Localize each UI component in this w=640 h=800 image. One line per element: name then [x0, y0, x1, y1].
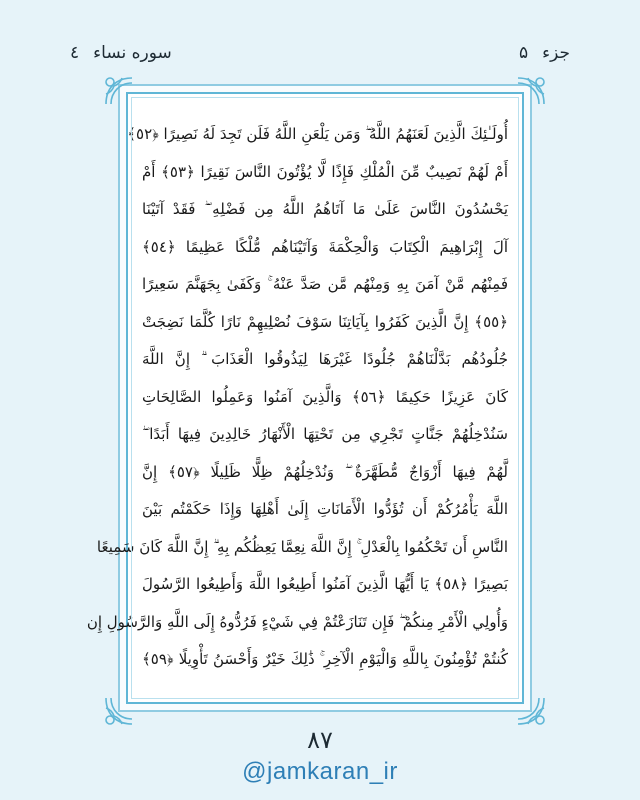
verse-line-8: كَانَ عَزِيزًا حَكِيمًا ﴿٥٦﴾ وَالَّذِينَ آمَنُوا وَعَمِلُوا الصَّالِحَاتِ	[142, 387, 508, 406]
surah-indicator	[70, 43, 172, 63]
verse-line-9: سَنُدْخِلُهُمْ جَنَّاتٍ تَجْرِي مِن تَحْتِهَا الْأَنْهَارُ خَالِدِينَ فِيهَا أَبَدًا ۖ	[142, 425, 508, 443]
verse-line-4: آلَ إِبْرَاهِيمَ الْكِتَابَ وَالْحِكْمَةَ وَآتَيْنَاهُم مُّلْكًا عَظِيمًا ﴿٥٤﴾	[142, 237, 508, 256]
verse-line-11: اللَّهَ يَأْمُرُكُمْ أَن تُؤَدُّوا الْأَمَانَاتِ إِلَىٰ أَهْلِهَا وَإِذَا حَكَمْتُم بَيْنَ	[142, 500, 508, 518]
social-handle: @jamkaran_ir	[242, 758, 398, 785]
surah-number: ٤	[70, 43, 80, 63]
verse-line-3: يَحْسُدُونَ النَّاسَ عَلَىٰ مَا آتَاهُمُ اللَّهُ مِن فَضْلِهِ ۖ فَقَدْ آتَيْنَا	[142, 200, 508, 218]
verse-line-14: وَأُولِي الْأَمْرِ مِنكُمْ ۖ فَإِن تَنَازَعْتُمْ فِي شَيْءٍ فَرُدُّوهُ إِلَى اللَّهِ وَالرَّسُولِ إِن	[86, 612, 508, 631]
text-frame	[86, 92, 524, 704]
page-header	[70, 38, 570, 68]
verse-line-7: جُلُودُهُم بَدَّلْنَاهُمْ جُلُودًا غَيْرَهَا لِيَذُوقُوا الْعَذَابَ ۗ إِنَّ اللَّهَ	[142, 350, 508, 368]
verse-line-15: كُنتُمْ تُؤْمِنُونَ بِاللَّهِ وَالْيَوْمِ الْآخِرِ ۚ ذَٰلِكَ خَيْرٌ وَأَحْسَنُ تَأْوِيلًا ﴿٥٩﴾	[142, 650, 508, 668]
verse-line-1: أُولَـٰئِكَ الَّذِينَ لَعَنَهُمُ اللَّهُ ۖ وَمَن يَلْعَنِ اللَّهُ فَلَن تَجِدَ لَهُ نَصِيرًا ﴿٥٢﴾	[127, 125, 508, 143]
verse-line-12: النَّاسِ أَن تَحْكُمُوا بِالْعَدْلِ ۚ إِنَّ اللَّهَ نِعِمَّا يَعِظُكُم بِهِ ۗ إِنَّ اللَّهَ كَانَ سَمِيعًا	[96, 537, 508, 556]
verse-line-2: أَمْ لَهُمْ نَصِيبٌ مِّنَ الْمُلْكِ فَإِذًا لَّا يُؤْتُونَ النَّاسَ نَقِيرًا ﴿٥٣﴾ أَمْ	[142, 162, 509, 181]
verse-line-10: لَّهُمْ فِيهَا أَزْوَاجٌ مُّطَهَّرَةٌ ۖ وَنُدْخِلُهُمْ ظِلًّا ظَلِيلًا ﴿٥٧﴾ إِنَّ	[142, 462, 508, 481]
verse-text	[86, 116, 509, 688]
juz-indicator	[519, 43, 570, 63]
juz-number: ۵	[518, 43, 529, 63]
page-frame	[86, 84, 532, 712]
verse-line-5: فَمِنْهُم مَّنْ آمَنَ بِهِ وَمِنْهُم مَّن صَدَّ عَنْهُ ۚ وَكَفَىٰ بِجَهَنَّمَ سَعِيرًا	[142, 275, 508, 293]
page-number: ۸۷	[307, 726, 333, 754]
verse-line-13: بَصِيرًا ﴿٥٨﴾ يَا أَيُّهَا الَّذِينَ آمَنُوا أَطِيعُوا اللَّهَ وَأَطِيعُوا الرَّسُولَ	[142, 575, 508, 593]
juz-label: جزء	[542, 43, 570, 63]
surah-label: سوره نساء	[93, 43, 172, 63]
verse-line-6: ﴿٥٥﴾ إِنَّ الَّذِينَ كَفَرُوا بِآيَاتِنَا سَوْفَ نُصْلِيهِمْ نَارًا كُلَّمَا نَضِجَتْ	[142, 312, 508, 331]
